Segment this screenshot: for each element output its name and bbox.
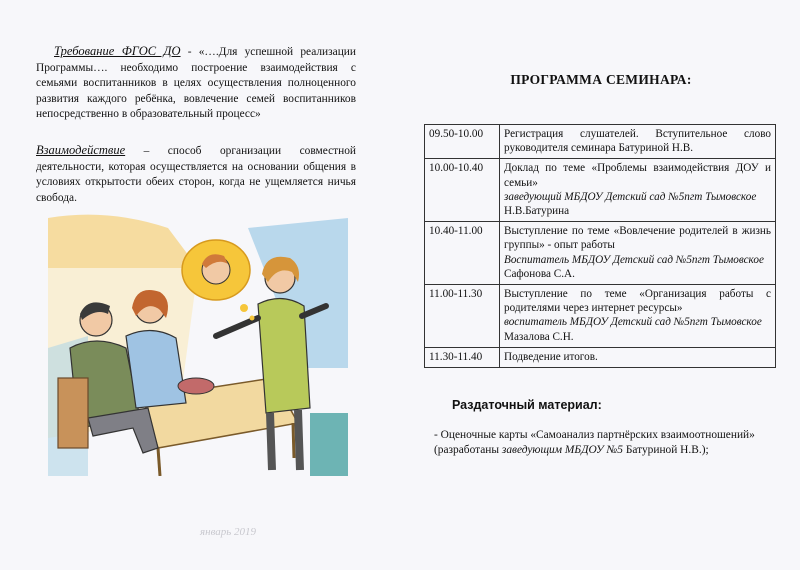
time-cell: 10.00-10.40 — [425, 159, 500, 222]
speaker-position: воспитатель МБДОУ Детский сад №5пгт Тымовское — [504, 316, 762, 329]
topic-cell — [500, 159, 776, 222]
speaker-position: Воспитатель МБДОУ Детский сад №5пгт Тымовское — [504, 253, 764, 266]
time-cell: 11.00-11.30 — [425, 285, 500, 348]
topic-cell — [500, 125, 776, 159]
handout-line-start: - Оценочные карты «Самоанализ партнёрских взаимоотношений» (разработаны — [434, 429, 755, 457]
seminar-schedule-table — [424, 124, 776, 368]
requirement-text: - «….Для успешной реализации Программы…. необходимо построение взаимодействия с семьями воспитанников в целях осуществления полноценного развития каждого ребёнка, вовлечение семей воспитанников непосредственно в образовательный процесс» — [36, 46, 356, 121]
parents-teacher-illustration — [48, 208, 348, 476]
handout-title: Раздаточный материал: — [452, 398, 602, 412]
topic-text: Выступление по теме «Вовлечение родителей в жизнь группы» - опыт работы — [504, 225, 771, 252]
topic-cell — [500, 222, 776, 285]
handout-text — [434, 428, 790, 459]
table-row — [425, 222, 776, 285]
speaker-name: Н.В.Батурина — [504, 205, 570, 218]
requirement-lead: Требование ФГОС ДО — [54, 44, 181, 58]
bleed-through-text: январь 2019 — [200, 526, 257, 538]
table-row — [425, 125, 776, 159]
table-row — [425, 285, 776, 348]
fgos-requirement — [36, 44, 356, 123]
topic-cell — [500, 285, 776, 348]
speaker-name: Мазалова С.Н. — [504, 330, 574, 343]
interaction-text: – способ организации совместной деятельности, которая осуществляется на основании общения в условиях открытости обеих сторон, когда не ущемляется ничья свобода. — [36, 145, 356, 204]
time-cell: 11.30-11.40 — [425, 347, 500, 367]
topic-text: Подведение итогов. — [504, 350, 598, 363]
interaction-definition — [36, 143, 356, 206]
speaker-name: Сафонова С.А. — [504, 267, 575, 280]
topic-cell — [500, 347, 776, 367]
time-cell: 10.40-11.00 — [425, 222, 500, 285]
table-row — [425, 347, 776, 367]
program-title: ПРОГРАММА СЕМИНАРА: — [510, 72, 692, 87]
table-row — [425, 159, 776, 222]
speaker-position: заведующий МБДОУ Детский сад №5пгт Тымовское — [504, 190, 757, 203]
handout-line-end: Батуриной Н.В.); — [622, 444, 709, 457]
handout-line-italic: заведующим МБДОУ №5 — [501, 444, 623, 457]
topic-text: Регистрация слушателей. Вступительное слово руководителя семинара Батуриной Н.В. — [504, 128, 771, 155]
interaction-lead: Взаимодействие — [36, 143, 126, 157]
topic-text: Доклад по теме «Проблемы взаимодействия ДОУ и семьи» — [504, 162, 771, 189]
topic-text: Выступление по теме «Организация работы с родителями через интернет ресурсы» — [504, 288, 771, 315]
time-cell: 09.50-10.00 — [425, 125, 500, 159]
